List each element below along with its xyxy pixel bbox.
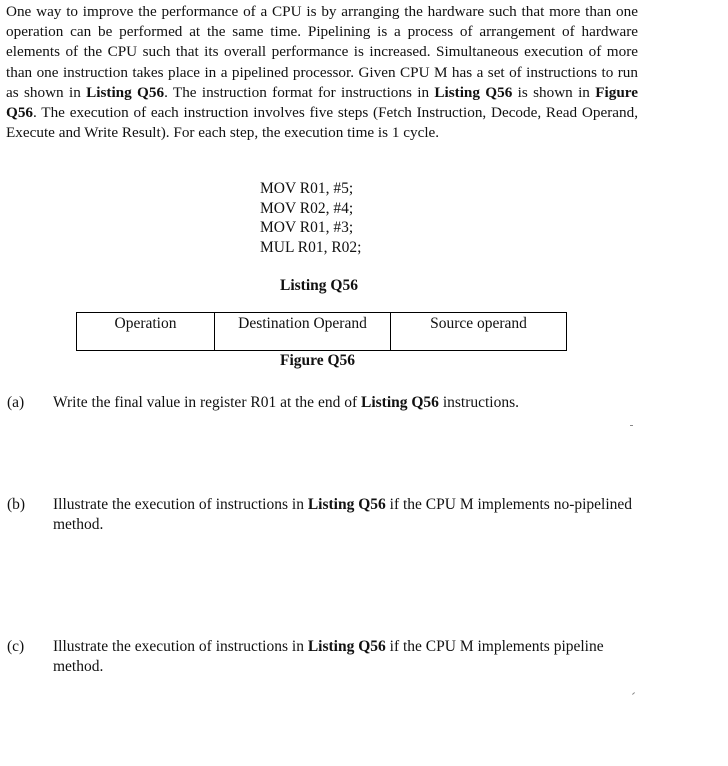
listing-ref: Listing Q56 bbox=[360, 394, 439, 411]
listing-ref: Listing Q56 bbox=[307, 638, 386, 655]
question-text-post: instructions. bbox=[438, 394, 520, 411]
listing-ref: Listing Q56 bbox=[434, 83, 513, 101]
code-line: MOV R01, #3; bbox=[260, 219, 354, 236]
intro-text-4: . The execution of each instruction involves five steps (Fetch Instruction, Decode, Read Operand, Execute and Write Result). For each step, the execution time is 1 cycle. bbox=[6, 104, 638, 142]
intro-text-3: is shown in bbox=[512, 83, 596, 101]
question-label: (a) bbox=[7, 394, 25, 411]
question-label: (b) bbox=[7, 496, 26, 513]
question-text bbox=[53, 393, 643, 413]
listing-ref: Listing Q56 bbox=[86, 83, 165, 101]
question-text-pre: Write the final value in register R01 at the end of bbox=[53, 394, 361, 411]
figure-ref: Figure Q56 bbox=[6, 83, 638, 122]
table-cell-source: Source operand bbox=[391, 313, 567, 351]
table-row bbox=[77, 313, 567, 351]
question-text-post: if the CPU M implements pipeline method. bbox=[53, 638, 604, 675]
question-text bbox=[53, 495, 643, 535]
table-cell-operation: Operation bbox=[77, 313, 215, 351]
stray-mark bbox=[630, 425, 633, 426]
figure-caption: Figure Q56 bbox=[280, 352, 356, 369]
listing-caption: Listing Q56 bbox=[280, 277, 358, 294]
listing-ref: Listing Q56 bbox=[307, 496, 386, 513]
intro-paragraph bbox=[6, 2, 638, 143]
question-text-pre: Illustrate the execution of instructions in bbox=[53, 496, 308, 513]
question-label: (c) bbox=[7, 638, 25, 655]
code-line: MUL R01, R02; bbox=[260, 238, 362, 256]
table-cell-destination: Destination Operand bbox=[215, 313, 391, 351]
question-text bbox=[53, 637, 643, 677]
code-listing bbox=[260, 179, 361, 257]
question-text-pre: Illustrate the execution of instructions in bbox=[53, 638, 308, 655]
code-line: MOV R01, #5; bbox=[260, 180, 354, 197]
question-text-post: if the CPU M implements no-pipelined method. bbox=[53, 496, 633, 533]
intro-text-1: One way to improve the performance of a CPU is by arranging the hardware such that more than one operation can be performed at the same time. Pipelining is a process of arrangement of hardware elements of the CPU such that its overall performance is increased. Simultaneous execution of more than one instruction takes place in a pipelined processor. Given CPU M has a set of instructions to run as shown in bbox=[6, 3, 638, 101]
instruction-format-table bbox=[76, 312, 567, 351]
stray-mark bbox=[632, 692, 635, 695]
intro-text-2: . The instruction format for instructions in bbox=[164, 83, 435, 101]
code-line: MOV R02, #4; bbox=[260, 199, 354, 217]
